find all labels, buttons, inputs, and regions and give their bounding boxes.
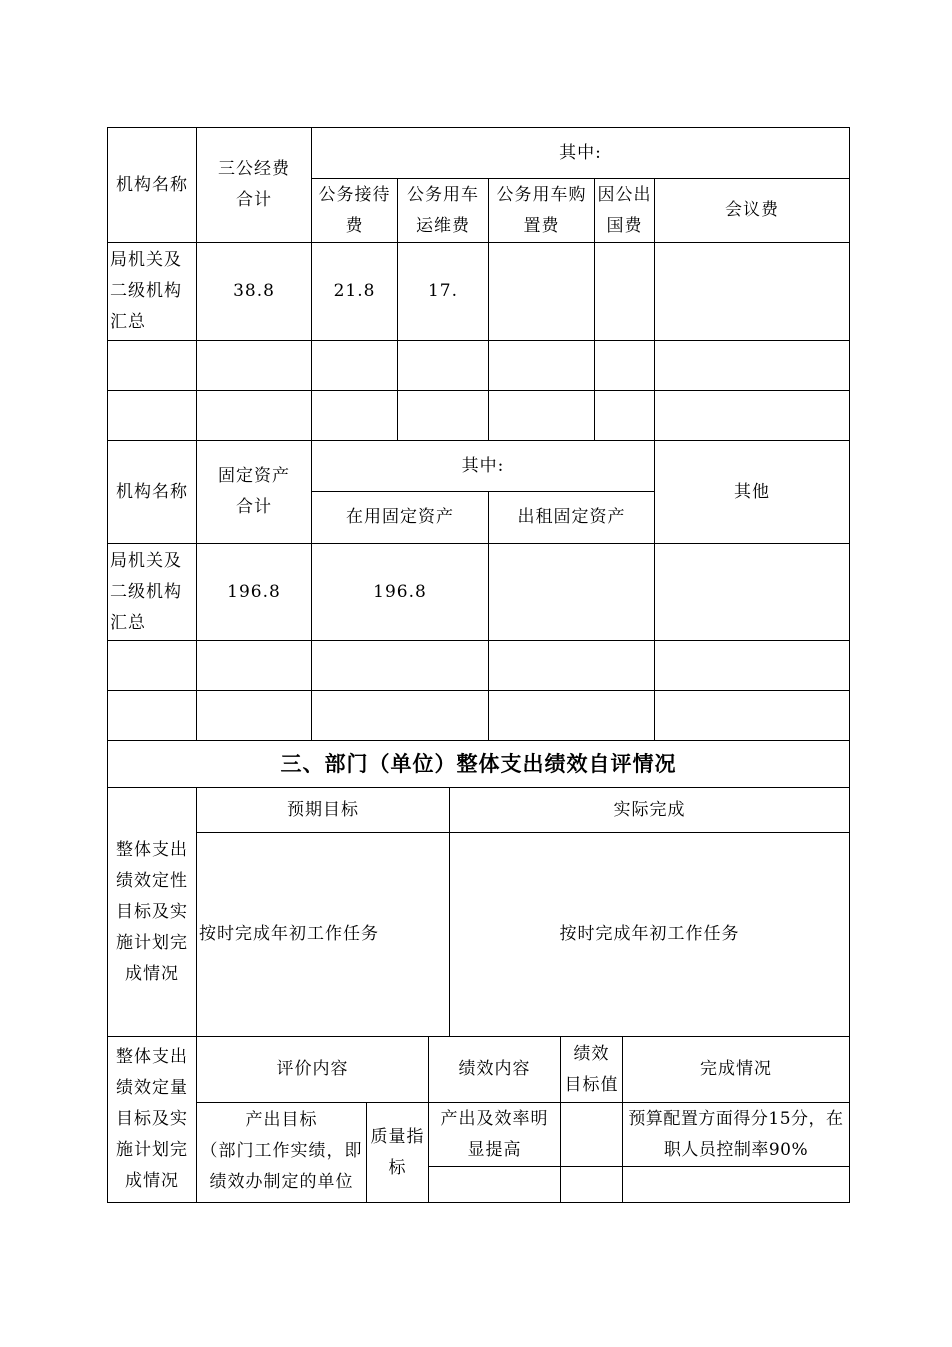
- eval-content-header: 评价内容: [276, 1059, 349, 1079]
- actual-completion-value: 按时完成年初工作任务: [559, 924, 740, 944]
- rule: [107, 690, 850, 691]
- target-value-header: 绩效 目标值: [564, 1043, 619, 1095]
- rule: [107, 390, 850, 391]
- rule: [428, 1166, 850, 1167]
- t1-total-header: 三公经费 合计: [218, 159, 290, 210]
- completion-header: 完成情况: [700, 1059, 772, 1079]
- completion-value: 预算配置方面得分15分，在 职人员控制率90%: [628, 1108, 844, 1160]
- output-target: 产出目标 （部门工作实绩，即 绩效办制定的单位: [200, 1110, 363, 1192]
- quantitative-label: 整体支出 绩效定量 目标及实 施计划完 成情况: [116, 1047, 188, 1191]
- rule: [107, 640, 850, 641]
- expected-target-header: 预期目标: [287, 799, 359, 820]
- t1-vehicle-maintenance-header: 公务用车 运维费: [407, 184, 479, 236]
- t1-row-reception: 21.8: [333, 281, 376, 301]
- perf-content-header: 绩效内容: [458, 1059, 531, 1079]
- t1-overseas-header: 因公出 国费: [597, 184, 652, 236]
- rule: [107, 340, 850, 341]
- t1-meeting-header: 会议费: [725, 200, 779, 220]
- t2-total-header: 固定资产 合计: [218, 466, 290, 517]
- border-bottom: [107, 1202, 850, 1203]
- section3-title: 三、部门（单位）整体支出绩效自评情况: [280, 751, 677, 776]
- actual-completion-header: 实际完成: [613, 799, 686, 820]
- t2-in-use-header: 在用固定资产: [346, 507, 454, 527]
- t1-vehicle-purchase-header: 公务用车购 置费: [496, 184, 587, 236]
- t1-of-which-header: 其中:: [559, 142, 602, 163]
- t2-of-which-header: 其中:: [461, 455, 505, 476]
- t2-org-name-header: 机构名称: [116, 481, 188, 502]
- t2-row-org: 局机关及 二级机构 汇总: [110, 550, 182, 633]
- t1-org-name-header: 机构名称: [116, 174, 188, 195]
- perf-content-value: 产出及效率明 显提高: [440, 1108, 549, 1160]
- t1-row-total: 38.8: [233, 281, 275, 301]
- t2-row-total: 196.8: [227, 581, 281, 602]
- quality-indicator: 质量指 标: [370, 1126, 425, 1178]
- t2-row-in-use: 196.8: [373, 581, 427, 602]
- t1-reception-header: 公务接待 费: [318, 184, 391, 236]
- expected-target-value: 按时完成年初工作任务: [199, 924, 379, 944]
- t1-row-vehicle-maintenance: 17.: [427, 281, 459, 301]
- t1-row-org: 局机关及 二级机构 汇总: [110, 250, 182, 332]
- t2-other-header: 其他: [734, 481, 770, 502]
- qualitative-label: 整体支出 绩效定性 目标及实 施计划完 成情况: [116, 839, 188, 984]
- border-right: [849, 127, 850, 1203]
- t2-rented-header: 出租固定资产: [517, 507, 626, 527]
